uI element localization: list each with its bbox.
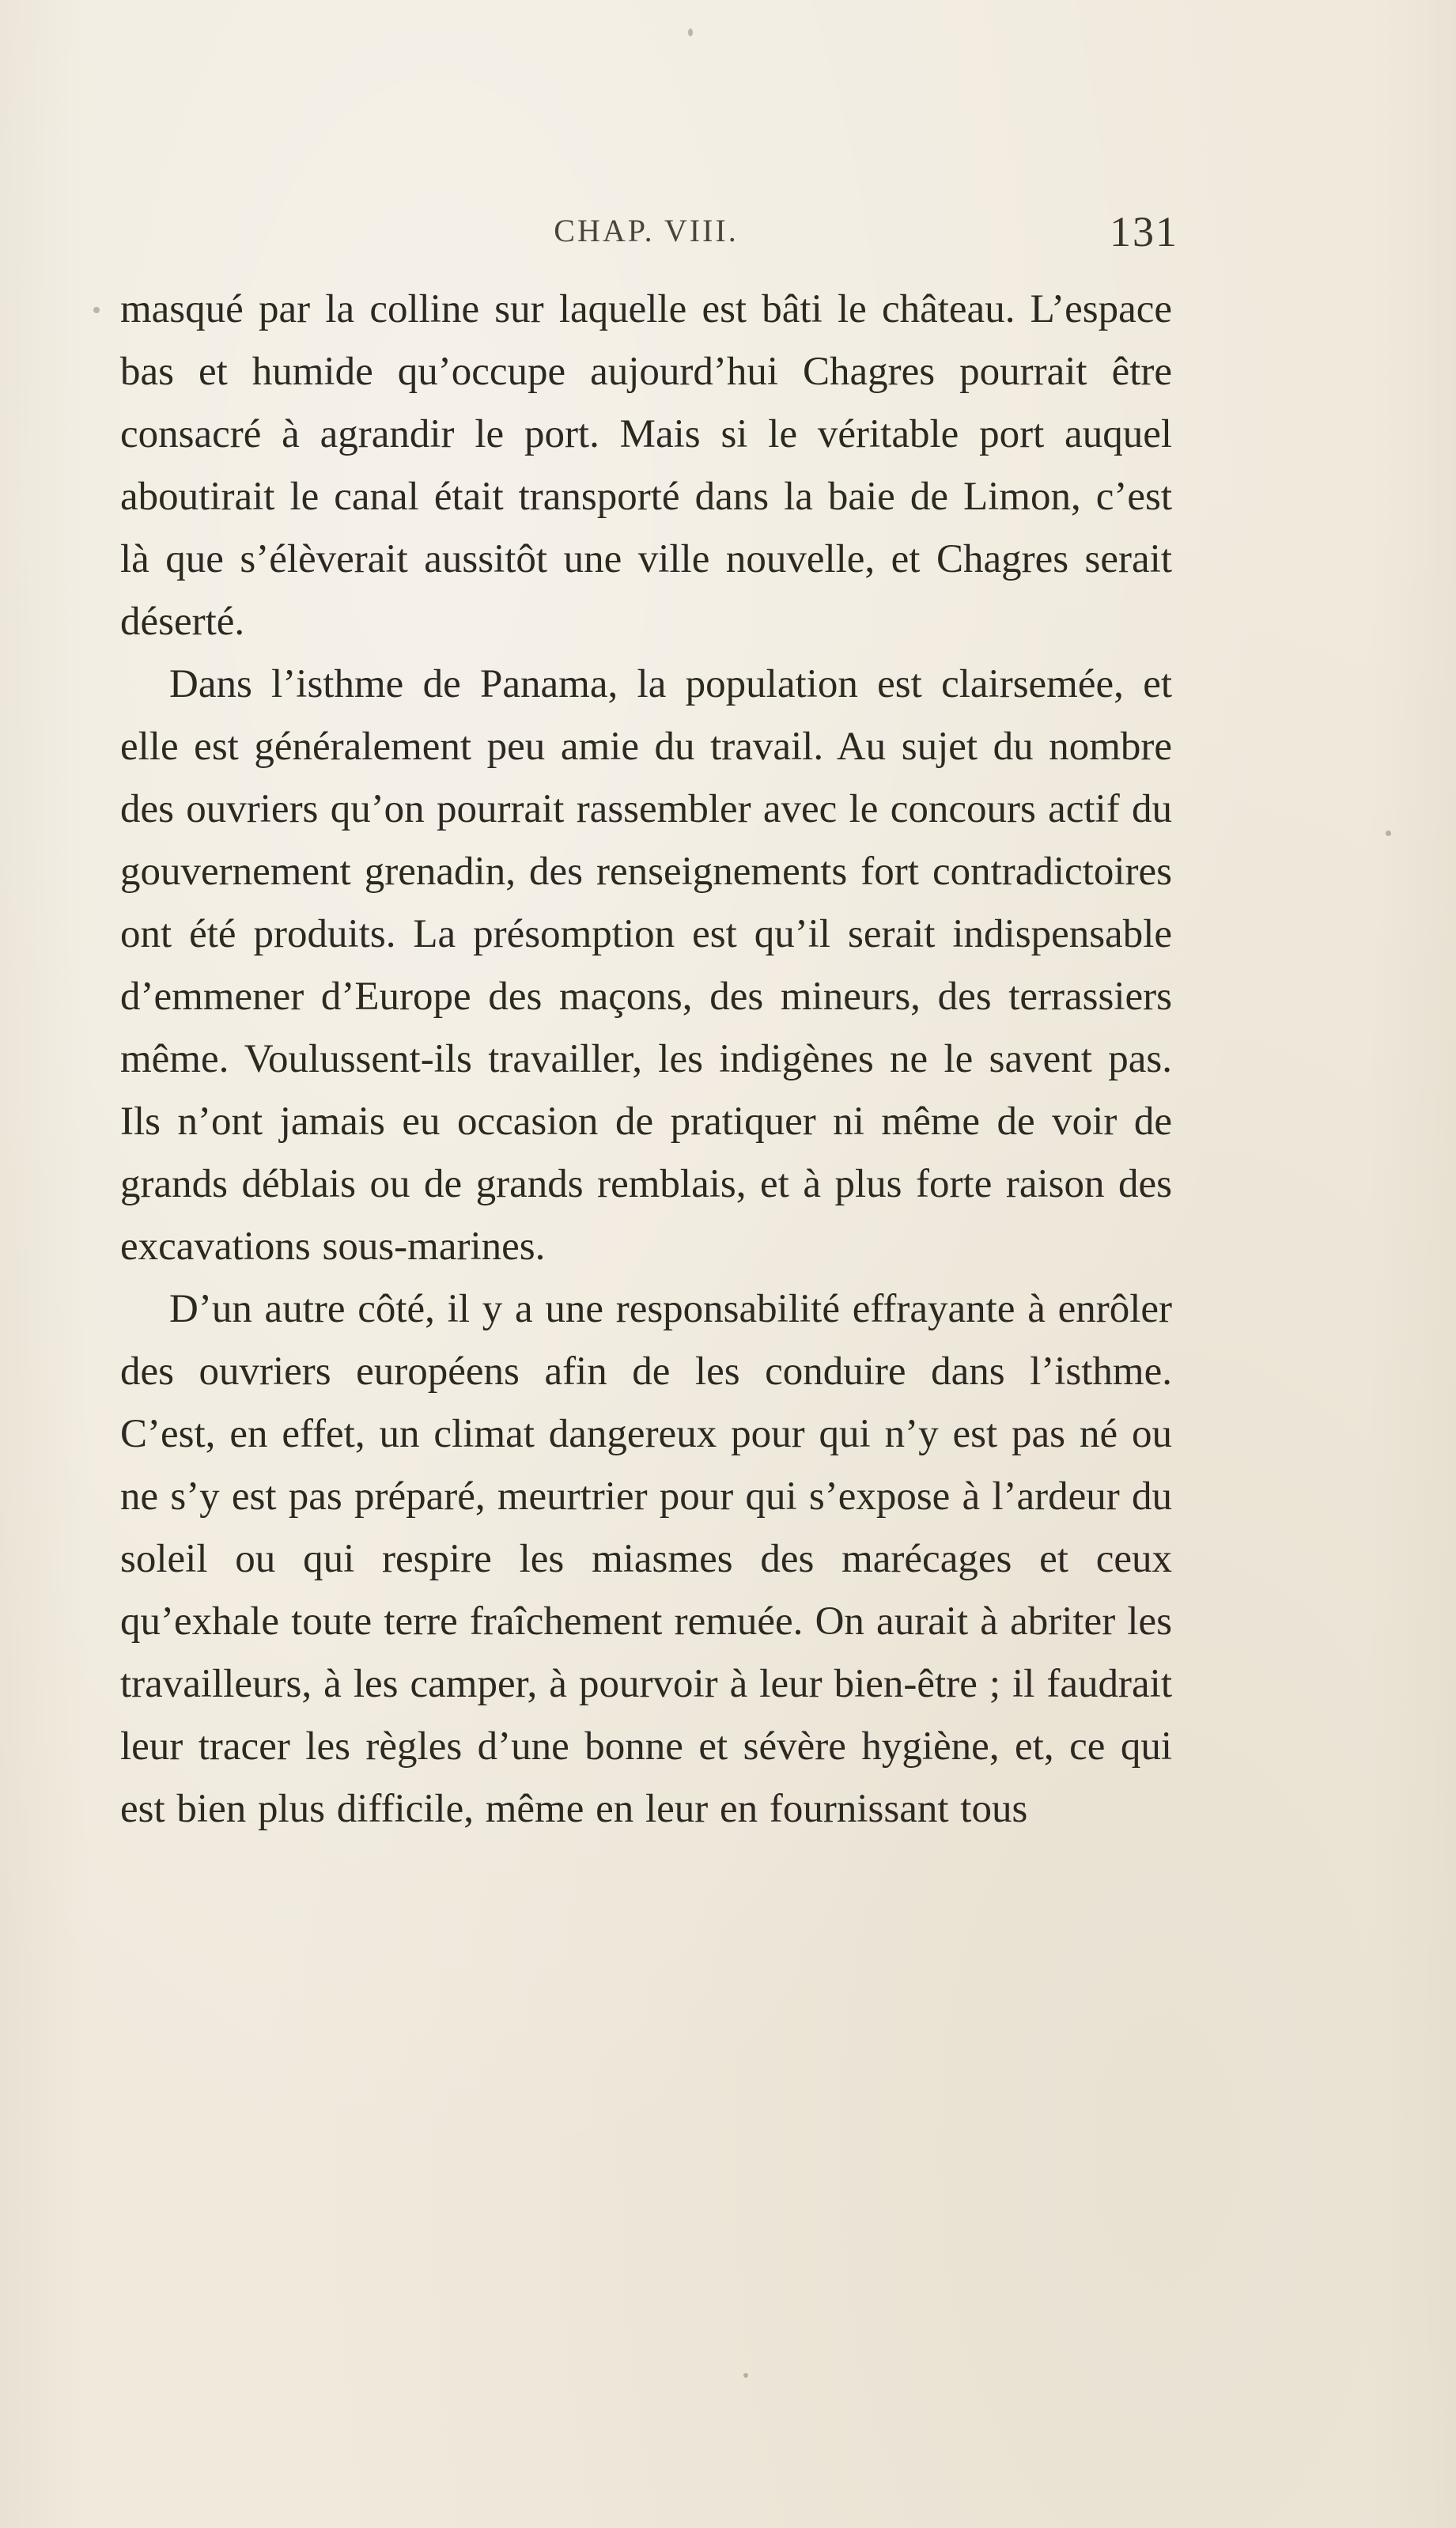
paragraph-responsibility: D’un autre côté, il y a une responsabilité effrayante à enrôler des ouvriers européens afin de les conduire dans l’isthme. C’est, en effet, un climat dangereux pour qui n’y est pas né ou ne s’y est pas préparé, meurtrier pour qui s’expose à l’ardeur du soleil ou qui respire les miasmes des marécages et ceux qu’exhale toute terre fraîchement remuée. On aurait à abriter les travailleurs, à les camper, à pourvoir à leur bien-être ; il faudrait leur tracer les règles d’une bonne et sévère hygiène, et, ce qui est bien plus difficile, même en leur en fournissant tous <box>120 1287 1172 1831</box>
paragraph-population: Dans l’isthme de Panama, la population est clairsemée, et elle est généralement peu amie du travail. Au sujet du nombre des ouvriers qu’on pourrait rassembler avec le concours actif du gouvernement grenadin, des renseignements fort contradictoires ont été produits. La présomption est qu’il serait indispensable d’emmener d’Europe des maçons, des mineurs, des terrassiers même. Voulussent-ils travailler, les indigènes ne le savent pas. Ils n’ont jamais eu occasion de pratiquer ni même de voir de grands déblais ou de grands remblais, et à plus forte raison des excavations sous-marines. <box>120 662 1172 1269</box>
page-number: 131 <box>1110 208 1178 255</box>
chapter-heading: CHAP. VIII. <box>554 213 739 248</box>
paper-speck <box>1386 831 1391 836</box>
body-text <box>120 278 1172 1841</box>
running-head <box>120 208 1178 263</box>
paper-speck <box>93 307 100 313</box>
paper-speck <box>688 28 693 36</box>
paragraph-continued: masqué par la colline sur laquelle est bâti le château. L’espace bas et humide qu’occupe aujourd’hui Chagres pourrait être consacré à agrandir le port. Mais si le véritable port auquel aboutirait le canal était transporté dans la baie de Limon, c’est là que s’élèverait aussitôt une ville nouvelle, et Chagres serait déserté. <box>120 287 1172 644</box>
paper-speck <box>743 2373 748 2378</box>
